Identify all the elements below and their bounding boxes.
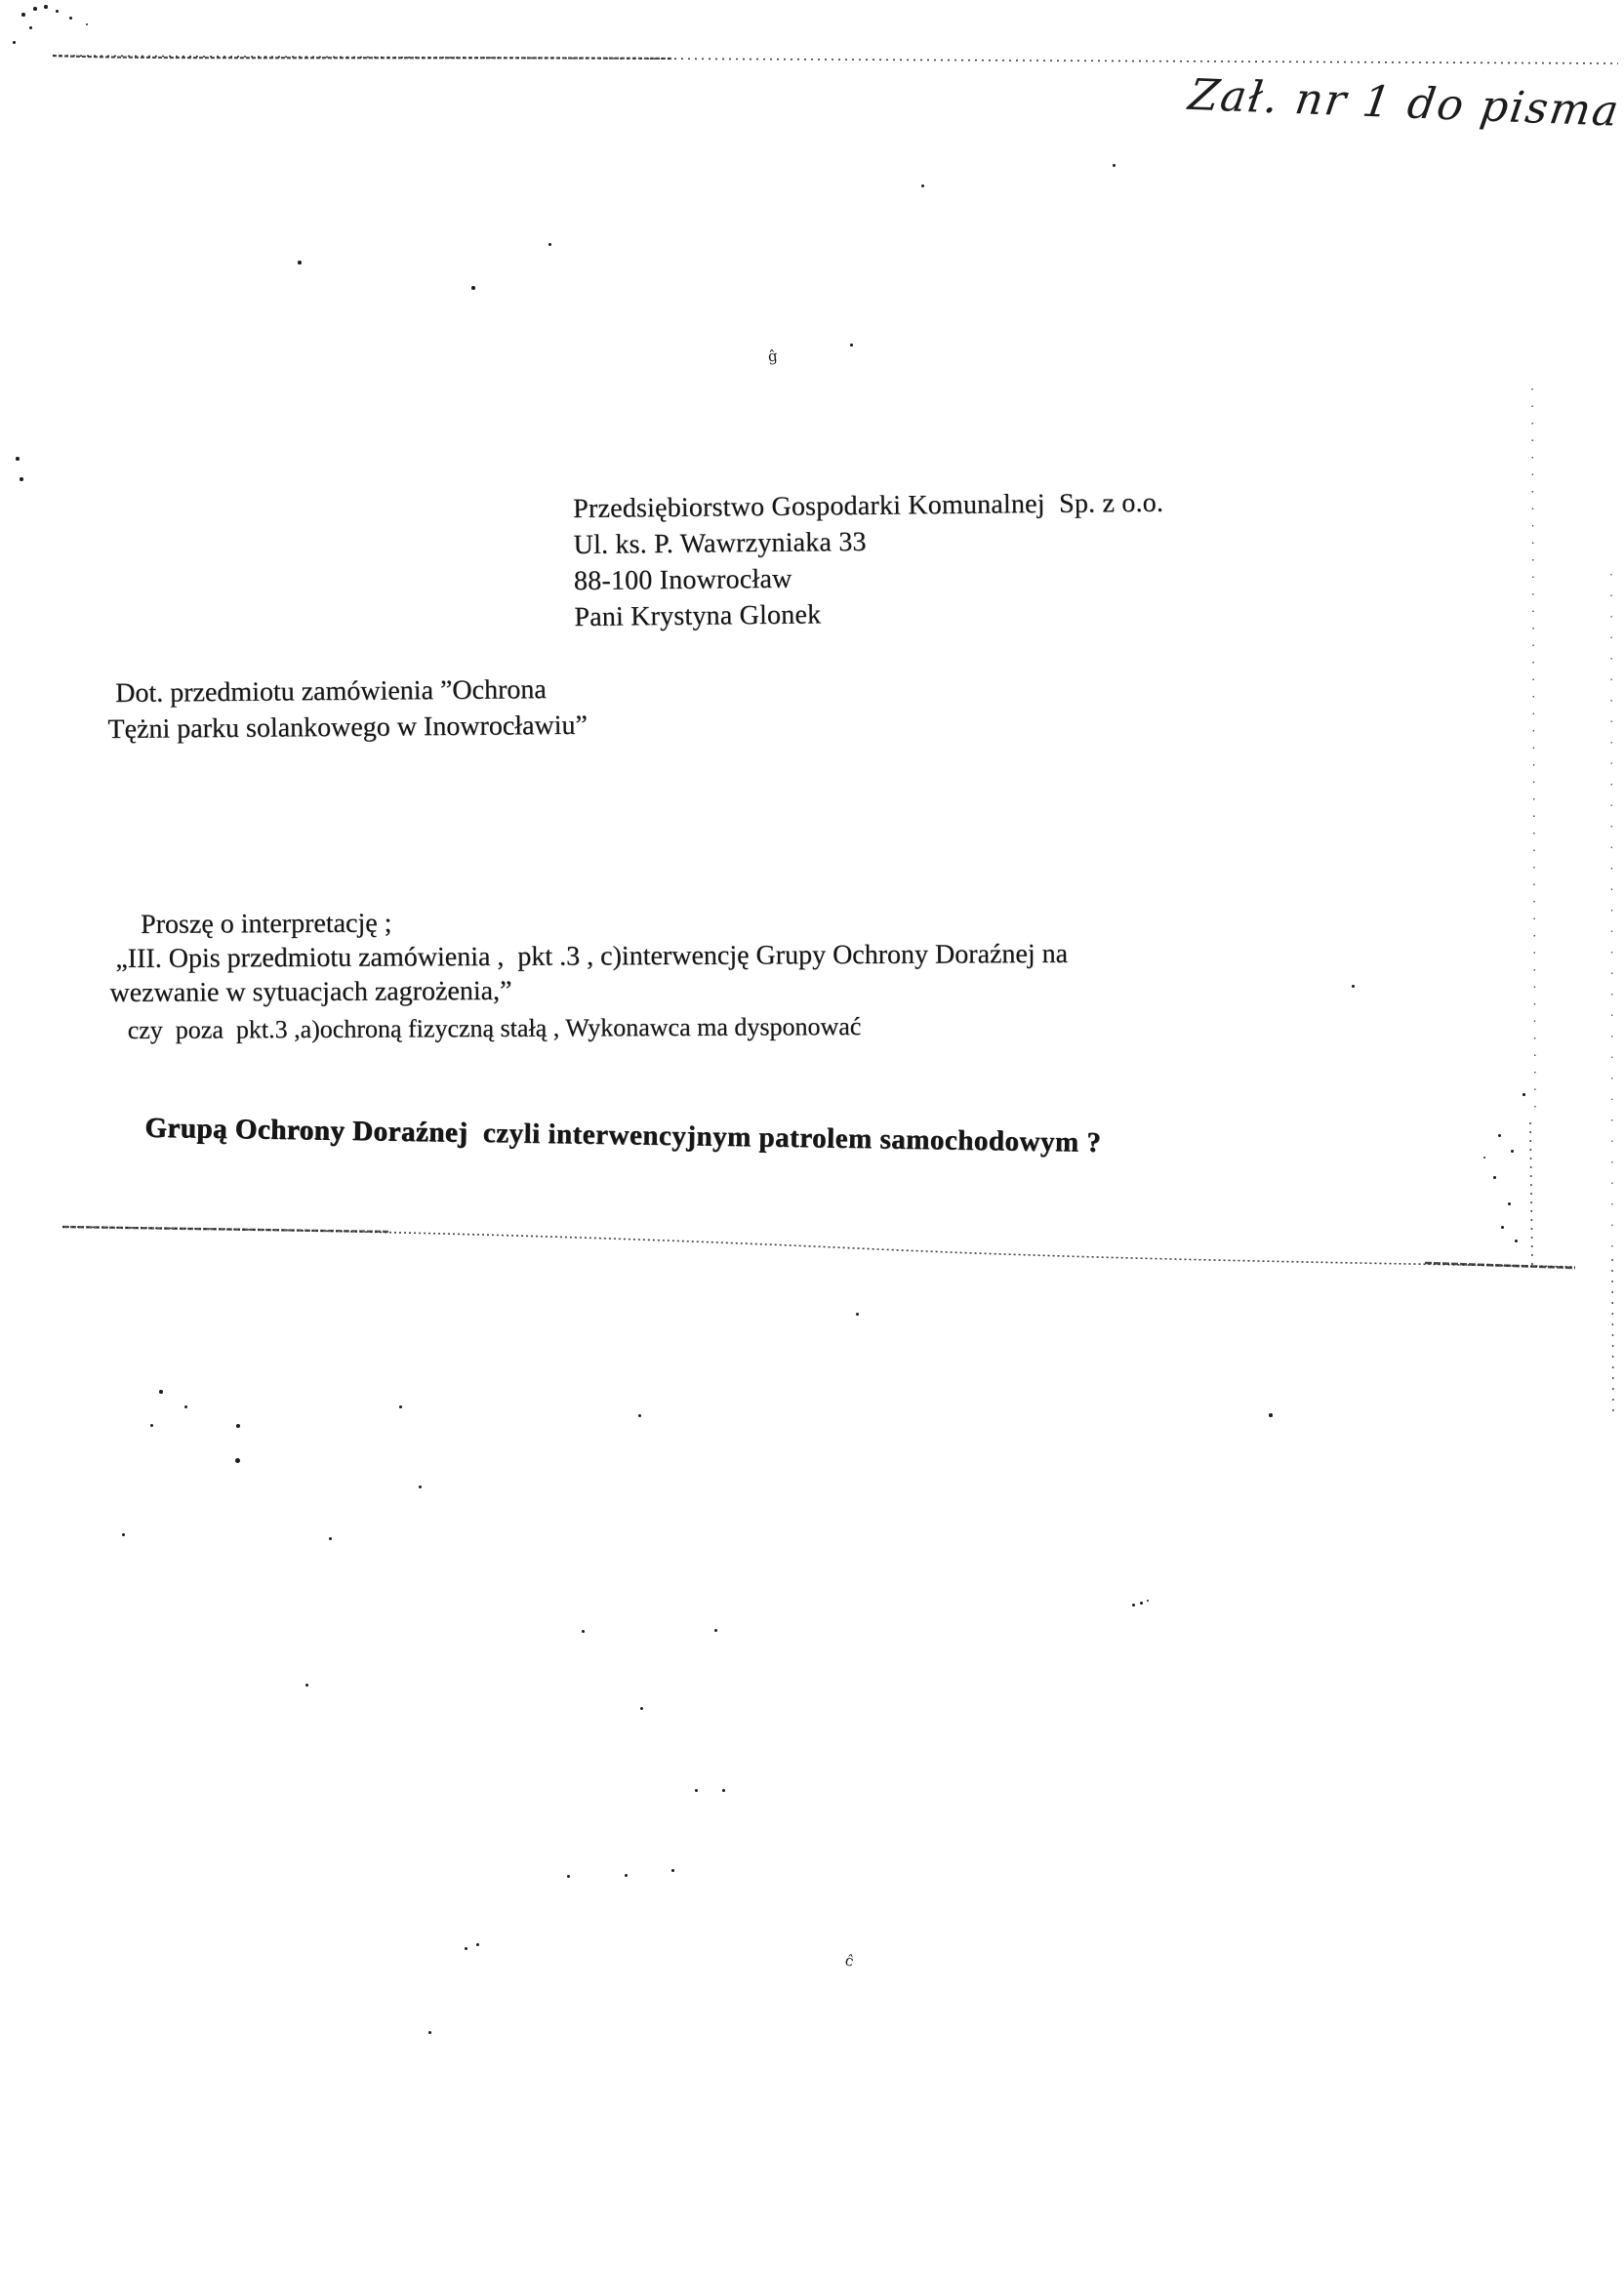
noise-dot (184, 1405, 187, 1408)
noise-dot (582, 1630, 585, 1633)
noise-dot (236, 1424, 240, 1428)
question-rest: czyli interwencyjnym patrolem samochodowym ? (467, 1117, 1102, 1159)
noise-dot (1508, 1202, 1511, 1205)
noise-dot (921, 184, 924, 187)
body-line-3: wezwanie w sytuacjach zagrożenia,” (109, 975, 512, 1008)
noise-dot (471, 286, 475, 290)
noise-dot (1501, 1226, 1504, 1229)
noise-dot (86, 23, 88, 25)
body-line-4: czy poza pkt.3 ,a)ochroną fizyczną stałą , Wykonawca ma dysponować (127, 1011, 862, 1044)
noise-dot (640, 1707, 643, 1710)
noise-dot (16, 457, 20, 461)
right-speckle-column-dense (1530, 1122, 1532, 1266)
subject-line-1: Dot. przedmiotu zamówienia ”Ochrona (115, 674, 547, 709)
noise-dot (714, 1629, 717, 1632)
right-margin-speckle-column (1611, 574, 1612, 1259)
body-line-1: Proszę o interpretację ; (141, 908, 392, 940)
noise-dot (122, 1533, 125, 1536)
top-edge-dotted-line (53, 56, 1618, 63)
noise-dot (69, 17, 72, 20)
noise-dot (150, 1424, 153, 1427)
right-margin-speckle-column-dense (1612, 1259, 1613, 1420)
fold-line-dense-right (1425, 1263, 1575, 1268)
noise-dot (856, 1313, 859, 1316)
subject-line-2: Tężni parku solankowego w Inowrocławiu” (107, 710, 589, 745)
recipient-street: Ul. ks. P. Wawrzyniaka 33 (573, 526, 867, 560)
noise-dot (33, 7, 37, 11)
noise-dot (13, 41, 16, 44)
noise-dot (1269, 1413, 1273, 1417)
body-line-2: „III. Opis przedmiotu zamówienia , pkt .3 , c)interwencję Grupy Ochrony Doraźnej na (115, 938, 1069, 974)
recipient-person: Pani Krystyna Glonek (574, 599, 822, 632)
scanner-speck-glyph: ĉ (843, 1951, 856, 1971)
right-speckle-column (1532, 388, 1535, 1122)
noise-dot (428, 2031, 431, 2034)
noise-dot (1498, 1134, 1501, 1137)
noise-dot (465, 1947, 467, 1950)
noise-dot (1522, 1093, 1525, 1096)
subject-block (107, 671, 588, 748)
fold-line (62, 1227, 1575, 1267)
noise-dot (1352, 985, 1355, 988)
noise-dot (1483, 1157, 1485, 1159)
noise-dot (305, 1684, 308, 1687)
noise-dot (1493, 1176, 1496, 1179)
noise-dot (1515, 1240, 1518, 1242)
noise-dot (1511, 1150, 1514, 1153)
noise-dot (235, 1458, 240, 1463)
noise-dot (159, 1390, 163, 1394)
noise-dot (638, 1414, 641, 1417)
scanner-speck-glyph: ĝ (767, 346, 779, 366)
noise-dot (695, 1789, 698, 1792)
handwritten-annotation: Zał. nr 1 do pisma (1185, 70, 1624, 137)
noise-dot (44, 5, 48, 9)
noise-dot (850, 344, 853, 346)
noise-dot (1132, 1604, 1135, 1607)
noise-dot (1140, 1602, 1143, 1605)
noise-dot (419, 1485, 422, 1488)
noise-dot (625, 1874, 628, 1877)
question-emphasis: Grupą Ochrony Doraźnej (143, 1112, 468, 1149)
noise-dot (399, 1405, 402, 1408)
fold-line-dense-left (62, 1227, 390, 1232)
noise-dot (722, 1789, 725, 1792)
top-edge-dotted-line-dense (53, 56, 673, 59)
recipient-city: 88-100 Inowrocław (573, 563, 792, 596)
noise-dot (567, 1875, 570, 1878)
noise-dot (476, 1943, 479, 1946)
body-paragraph (109, 903, 1069, 1047)
noise-dot (21, 13, 25, 17)
noise-dot (298, 261, 302, 264)
noise-dot (671, 1869, 674, 1872)
noise-dot (29, 26, 32, 29)
question-line (113, 1079, 1102, 1192)
noise-dot (56, 10, 59, 13)
noise-dot (1113, 164, 1116, 167)
noise-dot (329, 1537, 332, 1540)
recipient-company: Przedsiębiorstwo Gospodarki Komunalnej Sp. z o.o. (573, 487, 1164, 524)
noise-dot (20, 477, 23, 481)
noise-dot (548, 243, 551, 246)
noise-dot (1147, 1600, 1149, 1602)
recipient-address-block (573, 485, 1164, 635)
